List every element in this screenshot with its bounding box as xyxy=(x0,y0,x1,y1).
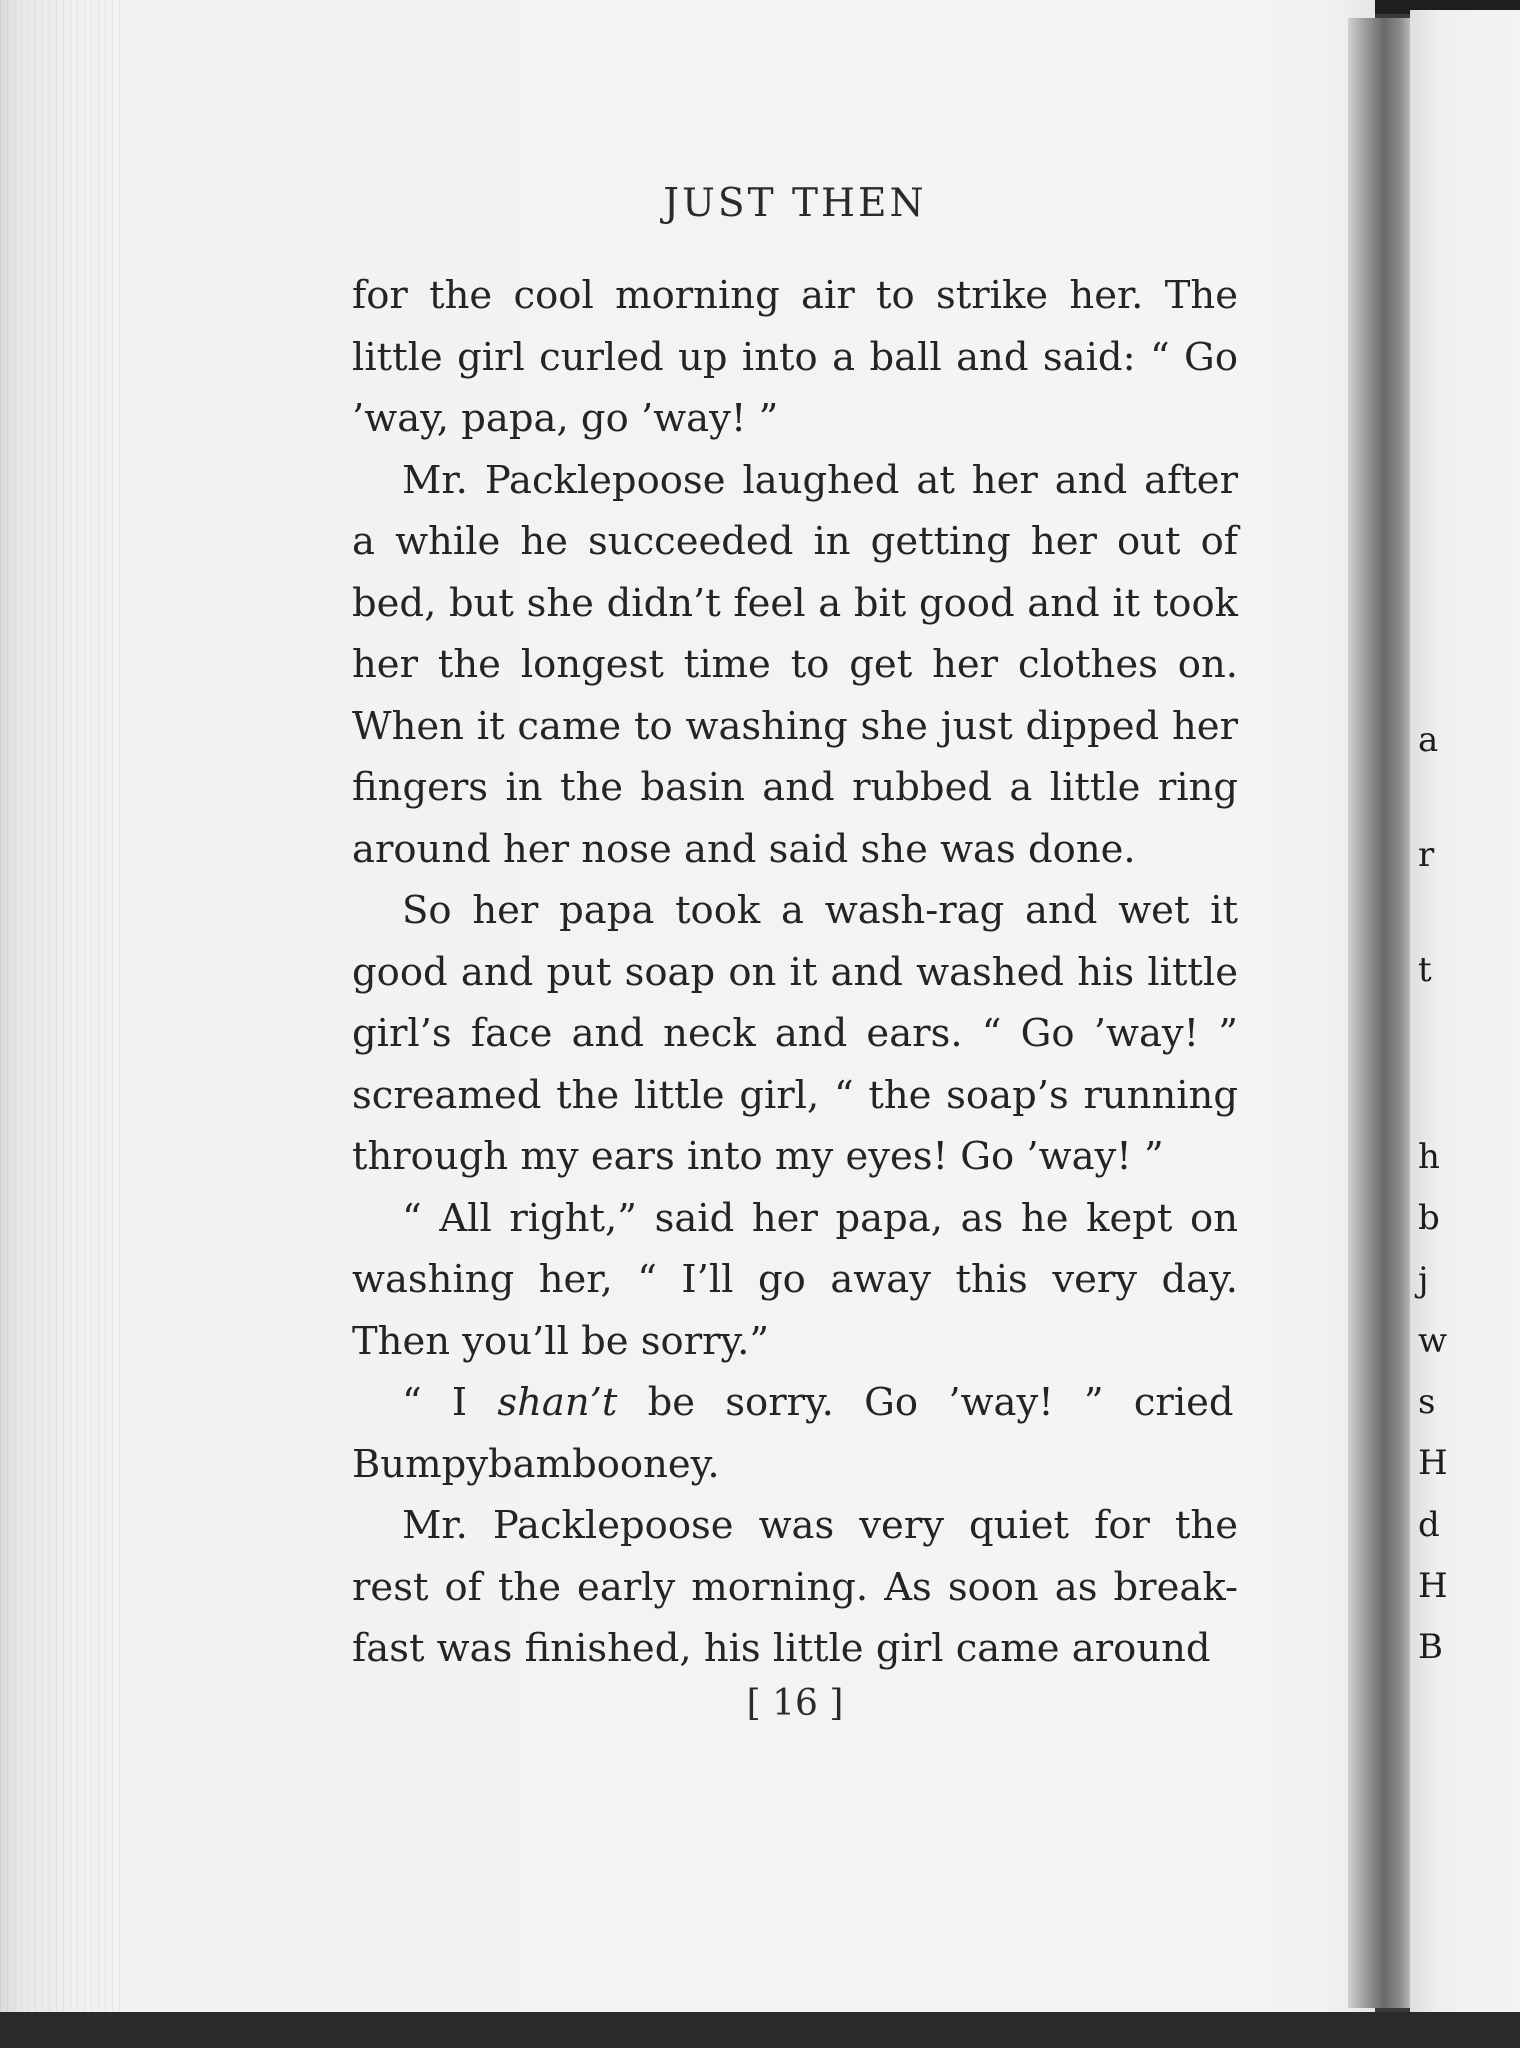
paragraph: So her papa took a wash-rag and wet it good and put soap on it and washed his little girl’s face and neck and ears. “ Go ’way! ” screamed the little girl, “ the soap’s running through my ears into my eyes! Go ’way! ” xyxy=(352,888,1238,1179)
facing-page-letter: b xyxy=(1418,1198,1440,1238)
book-gutter xyxy=(1348,18,1410,2008)
facing-page-letter: d xyxy=(1418,1505,1440,1545)
facing-page-letter: h xyxy=(1418,1137,1440,1177)
facing-page-letter: B xyxy=(1418,1627,1443,1667)
facing-page-letter: r xyxy=(1418,835,1435,875)
paragraph-text: “ I xyxy=(402,1380,498,1425)
paragraph xyxy=(352,1372,1238,1495)
page-number: [ 16 ] xyxy=(746,1683,844,1724)
running-head: JUST THEN xyxy=(663,181,927,226)
facing-page-letter: H xyxy=(1418,1566,1448,1606)
body-text xyxy=(352,265,1238,1680)
paragraph: Mr. Packlepoose was very quiet for the rest of the early morning. As soon as break-fast was finished, his little girl came around xyxy=(352,1503,1238,1671)
facing-page-letter: w xyxy=(1418,1321,1448,1361)
emphasized-word: shan’t xyxy=(497,1380,618,1425)
paragraph: “ All right,” said her papa, as he kept on washing her, “ I’ll go away this very day. Then you’ll be sorry.” xyxy=(352,1195,1238,1364)
facing-page-letter: j xyxy=(1418,1260,1429,1300)
scan-bottom-edge xyxy=(0,2012,1520,2048)
paragraph: Mr. Packlepoose laughed at her and after a while he succeeded in getting her out of bed, but she didn’t feel a bit good and it took her the longest time to get her clothes on. When it came to washing she just dipped her fingers in the basin and rubbed a little ring around her nose and said she was done. xyxy=(352,457,1238,872)
facing-page-letter: t xyxy=(1418,950,1432,990)
facing-page-edge xyxy=(1410,10,1520,2012)
paragraph-text: be sorry. Go ’way! ” cried Bumpybambooney. xyxy=(352,1380,1234,1487)
facing-page-letter: a xyxy=(1418,720,1439,760)
facing-page-letter: s xyxy=(1418,1382,1436,1422)
paragraph: for the cool morning air to strike her. The little girl curled up into a ball and said: “ Go ’way, papa, go ’way! ” xyxy=(352,273,1238,441)
facing-page-letter: H xyxy=(1418,1443,1448,1483)
